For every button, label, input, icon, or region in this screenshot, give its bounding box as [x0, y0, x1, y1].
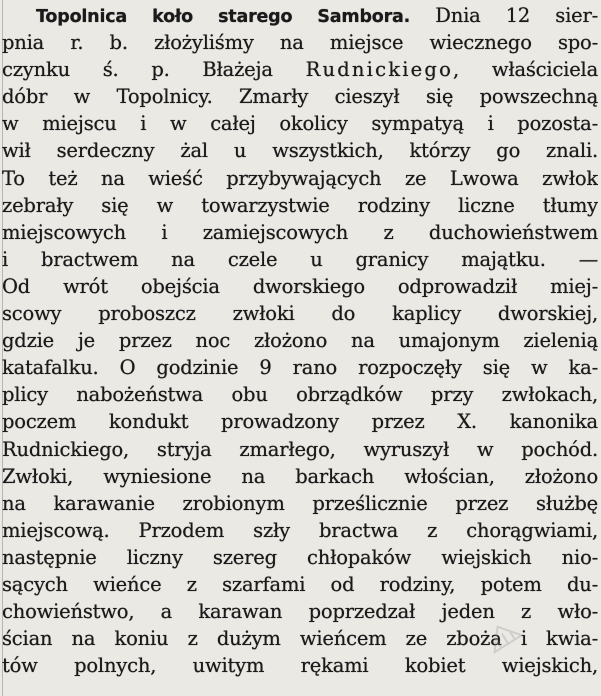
article-text [2, 2, 598, 679]
article-line-10: i bractwem na czele u granicy majątku. — [2, 247, 598, 271]
article-line-2: pnia r. b. złożyliśmy na miejsce wiecznego spo- [2, 31, 598, 55]
article-line-8: zebrały się w towarzystwie rodziny liczne tłumy [2, 193, 598, 217]
article-line-4: dóbr w Topolnicy. Zmarły cieszył się powszechną [2, 85, 598, 109]
article-headline: Topolnica koło starego Sambora. [36, 7, 411, 27]
article-line-14: katafalku. O godzinie 9 rano rozpoczęły się w ka- [2, 356, 598, 380]
article-line-24: ścian na koniu z dużym wieńcem ze zboża i kwia- [2, 627, 598, 651]
article-line-1: Topolnica koło starego Sambora. Dnia 12 sier- [36, 4, 598, 27]
article-line-5: w miejscu i w całej okolicy sympatyą i pozosta- [2, 112, 598, 136]
article-line-7: To też na wieść przybywających ze Lwowa zwłok [2, 166, 598, 190]
article-line-12: scowy proboszcz zwłoki do kaplicy dworskiej, [2, 302, 598, 326]
article-line-23: chowieństwo, a karawan poprzedzał jeden z wło- [2, 600, 598, 624]
article-line-25: tów polnych, uwitym rękami kobiet wiejskich, [2, 654, 598, 678]
article-line-9: miejscowych i zamiejscowych z duchowieństwem [2, 220, 598, 244]
article-line-22: sących wieńce z szarfami od rodziny, potem du- [2, 572, 598, 596]
article-line-19: na karawanie zrobionym prześlicznie przez służbę [2, 491, 598, 515]
article-line-18: Zwłoki, wyniesione na barkach włościan, złożono [2, 464, 598, 488]
article-line-13: gdzie je przez noc złożono na umajonym zielenią [2, 329, 598, 353]
article-line-20: miejscową. Przodem szły bractwa z chorągwiami, [2, 518, 598, 542]
article-line-11: Od wrót obejścia dworskiego odprowadził miej- [2, 274, 598, 298]
article-line-6: wił serdeczny żal u wszystkich, którzy go znali. [2, 139, 598, 163]
article-line-17: Rudnickiego, stryja zmarłego, wyruszył w pochód. [2, 437, 598, 461]
article-line-16: poczem kondukt prowadzony przez X. kanonika [2, 410, 598, 434]
article-line-3: czynku ś. p. Błażeja Rudnickiego, właściciela [2, 58, 598, 82]
article-line-21: następnie liczny szereg chłopaków wiejskich nio- [2, 545, 598, 569]
spaced-surname: Rudnickiego [305, 58, 454, 82]
article-line-15: plicy nabożeństwa obu obrządków przy zwłokach, [2, 383, 598, 407]
